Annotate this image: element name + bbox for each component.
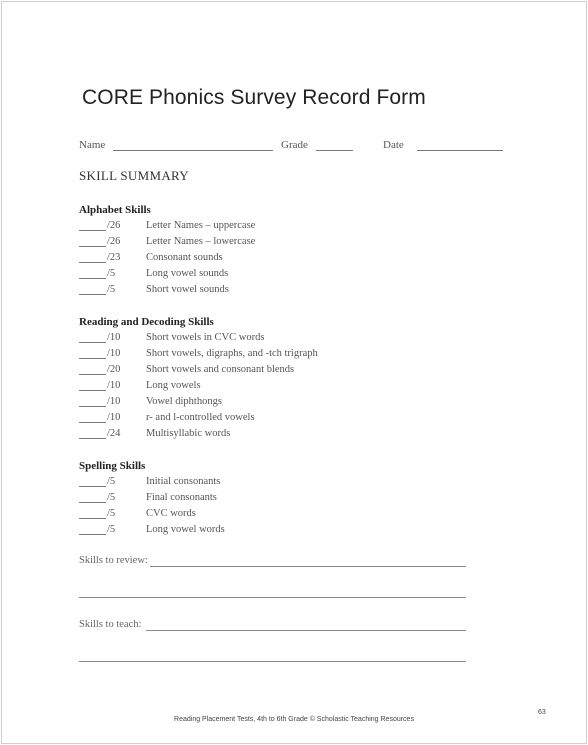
section-title: Alphabet Skills bbox=[79, 204, 151, 216]
score-blank[interactable] bbox=[79, 486, 106, 487]
date-label: Date bbox=[383, 139, 404, 151]
skills-to-review-field[interactable] bbox=[150, 566, 466, 567]
score-blank[interactable] bbox=[79, 342, 106, 343]
name-field[interactable] bbox=[113, 150, 273, 151]
skill-label: Short vowels, digraphs, and -tch trigraph bbox=[146, 348, 318, 359]
score-max: /10 bbox=[107, 332, 121, 343]
score-blank[interactable] bbox=[79, 406, 106, 407]
skill-label: Letter Names – lowercase bbox=[146, 236, 256, 247]
score-blank[interactable] bbox=[79, 534, 106, 535]
date-field[interactable] bbox=[417, 150, 503, 151]
score-max: /26 bbox=[107, 220, 121, 231]
skill-row bbox=[79, 282, 229, 298]
skill-row bbox=[79, 474, 221, 490]
score-blank[interactable] bbox=[79, 278, 106, 279]
score-max: /24 bbox=[107, 428, 121, 439]
score-max: /23 bbox=[107, 252, 121, 263]
skill-row bbox=[79, 506, 196, 522]
score-max: /26 bbox=[107, 236, 121, 247]
grade-field[interactable] bbox=[316, 150, 353, 151]
skill-label: r- and l-controlled vowels bbox=[146, 412, 255, 423]
skill-label: Long vowels bbox=[146, 380, 201, 391]
score-max: /5 bbox=[107, 268, 116, 279]
section-title: Spelling Skills bbox=[79, 460, 146, 472]
name-label: Name bbox=[79, 139, 106, 151]
page-title: CORE Phonics Survey Record Form bbox=[82, 86, 426, 109]
skill-row bbox=[79, 394, 222, 410]
score-max: /5 bbox=[107, 284, 116, 295]
skill-row bbox=[79, 330, 265, 346]
skill-label: Letter Names – uppercase bbox=[146, 220, 256, 231]
skill-row bbox=[79, 234, 256, 250]
score-max: /20 bbox=[107, 364, 121, 375]
skill-summary-heading: SKILL SUMMARY bbox=[79, 168, 189, 183]
score-max: /10 bbox=[107, 412, 121, 423]
skill-row bbox=[79, 426, 231, 442]
skill-label: Vowel diphthongs bbox=[146, 396, 222, 407]
skill-row bbox=[79, 346, 318, 362]
skill-label: Final consonants bbox=[146, 492, 217, 503]
skill-label: Short vowels and consonant blends bbox=[146, 364, 295, 375]
footer-credit: Reading Placement Tests, 4th to 6th Grade © Scholastic Teaching Resources bbox=[174, 716, 414, 723]
section-title: Reading and Decoding Skills bbox=[79, 316, 214, 328]
section-reading-decoding-skills bbox=[79, 314, 318, 442]
score-blank[interactable] bbox=[79, 502, 106, 503]
score-blank[interactable] bbox=[79, 438, 106, 439]
score-max: /5 bbox=[107, 476, 116, 487]
score-max: /10 bbox=[107, 348, 121, 359]
score-max: /5 bbox=[107, 492, 116, 503]
skill-label: Short vowel sounds bbox=[146, 284, 229, 295]
skill-row bbox=[79, 490, 217, 506]
score-max: /5 bbox=[107, 524, 116, 535]
skill-label: Long vowel sounds bbox=[146, 268, 229, 279]
skills-to-review-field-line-2[interactable] bbox=[79, 597, 466, 598]
section-spelling-skills bbox=[79, 458, 225, 538]
score-blank[interactable] bbox=[79, 374, 106, 375]
skill-row bbox=[79, 218, 256, 234]
score-max: /5 bbox=[107, 508, 116, 519]
score-max: /10 bbox=[107, 396, 121, 407]
score-blank[interactable] bbox=[79, 246, 106, 247]
skill-row bbox=[79, 522, 225, 538]
skill-row bbox=[79, 362, 295, 378]
skill-row bbox=[79, 410, 255, 426]
skill-label: Long vowel words bbox=[146, 524, 225, 535]
skills-to-review-label: Skills to review: bbox=[79, 555, 148, 566]
section-alphabet-skills bbox=[79, 202, 256, 298]
skills-to-teach-field[interactable] bbox=[146, 630, 466, 631]
skill-label: CVC words bbox=[146, 508, 196, 519]
skills-to-teach-field-line-2[interactable] bbox=[79, 661, 466, 662]
skill-label: Multisyllabic words bbox=[146, 428, 231, 439]
page-number: 63 bbox=[538, 709, 546, 716]
score-max: /10 bbox=[107, 380, 121, 391]
skill-row bbox=[79, 250, 223, 266]
skill-label: Initial consonants bbox=[146, 476, 221, 487]
score-blank[interactable] bbox=[79, 358, 106, 359]
score-blank[interactable] bbox=[79, 230, 106, 231]
grade-label: Grade bbox=[281, 139, 308, 151]
score-blank[interactable] bbox=[79, 294, 106, 295]
skill-label: Short vowels in CVC words bbox=[146, 332, 265, 343]
skill-row bbox=[79, 266, 229, 282]
score-blank[interactable] bbox=[79, 422, 106, 423]
score-blank[interactable] bbox=[79, 518, 106, 519]
score-blank[interactable] bbox=[79, 390, 106, 391]
skill-row bbox=[79, 378, 214, 394]
score-blank[interactable] bbox=[79, 262, 106, 263]
skills-to-teach-label: Skills to teach: bbox=[79, 619, 142, 630]
skill-label: Consonant sounds bbox=[146, 252, 223, 263]
